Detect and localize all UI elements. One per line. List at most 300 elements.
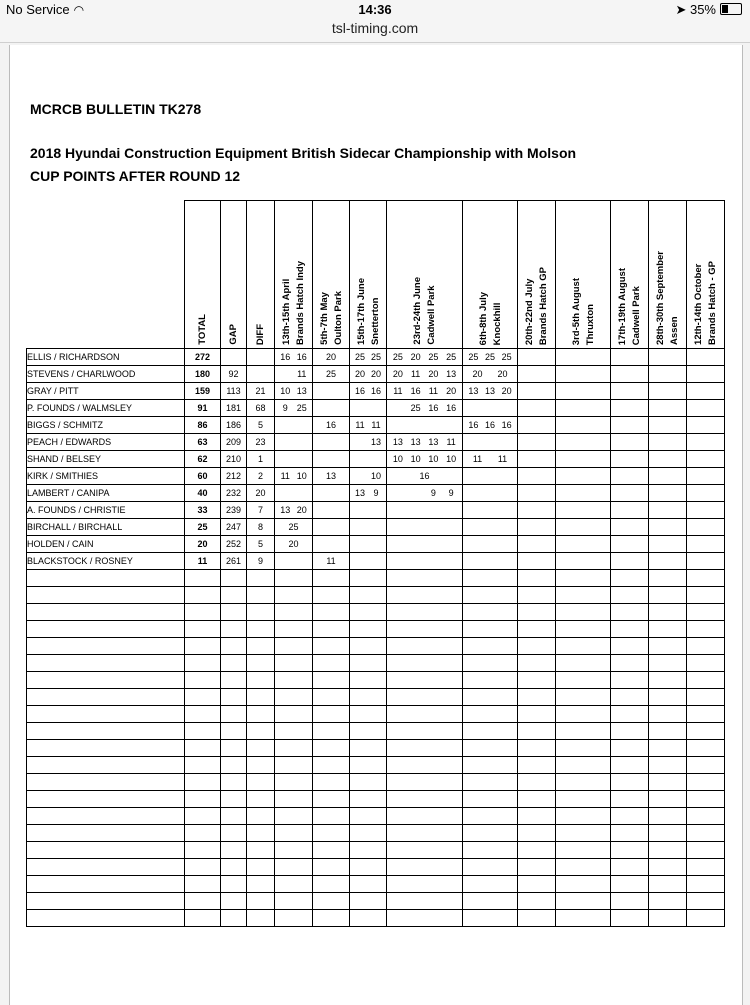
empty-cell [350, 740, 387, 757]
cell-round-2 [313, 451, 350, 468]
empty-cell [221, 621, 247, 638]
empty-cell [611, 859, 649, 876]
cell-round-7 [556, 553, 611, 570]
cell-round-7 [556, 366, 611, 383]
race-points: 10 [410, 454, 421, 464]
empty-cell [687, 655, 725, 672]
empty-cell [463, 910, 518, 927]
cell-round-1 [275, 485, 313, 502]
cell-name: BIRCHALL / BIRCHALL [27, 519, 185, 536]
empty-cell [27, 910, 185, 927]
race-points: 11 [355, 420, 365, 430]
race-points: 13 [410, 437, 421, 447]
header-label: Assen [669, 316, 680, 345]
cell-round-9 [649, 349, 687, 366]
header-label: Brands Hatch Indy [295, 261, 306, 345]
cell-round-7 [556, 349, 611, 366]
empty-cell [247, 825, 275, 842]
address-bar[interactable] [0, 20, 750, 43]
cell-round-3 [350, 434, 387, 451]
empty-cell [387, 791, 463, 808]
empty-cell [611, 604, 649, 621]
empty-cell [687, 876, 725, 893]
header-label: 13th-15th April [281, 278, 292, 345]
cell-round-8 [611, 519, 649, 536]
empty-cell [350, 893, 387, 910]
cell-round-1 [275, 383, 313, 400]
empty-cell [313, 774, 350, 791]
cell-round-2 [313, 366, 350, 383]
cell-total: 25 [185, 519, 221, 536]
cell-round-6 [518, 400, 556, 417]
empty-cell [247, 706, 275, 723]
race-points: 20 [325, 352, 336, 362]
empty-row [27, 893, 725, 910]
empty-cell [611, 587, 649, 604]
empty-cell [463, 689, 518, 706]
race-points: 25 [354, 352, 365, 362]
header-label: 20th-22nd July [524, 278, 535, 345]
empty-cell [387, 808, 463, 825]
empty-cell [463, 740, 518, 757]
empty-cell [313, 570, 350, 587]
cell-round-10 [687, 553, 725, 570]
empty-cell [611, 723, 649, 740]
battery-status: ➤ 35% [675, 2, 742, 18]
empty-cell [687, 638, 725, 655]
empty-cell [649, 808, 687, 825]
empty-cell [313, 808, 350, 825]
empty-cell [556, 604, 611, 621]
empty-cell [221, 876, 247, 893]
empty-cell [275, 638, 313, 655]
empty-cell [275, 808, 313, 825]
cell-round-4 [387, 366, 463, 383]
empty-cell [313, 655, 350, 672]
race-points: 11 [280, 471, 290, 481]
header-round-7 [556, 201, 611, 349]
standings-table [26, 200, 725, 927]
empty-cell [247, 723, 275, 740]
cell-round-2 [313, 417, 350, 434]
race-points: 10 [428, 454, 439, 464]
empty-cell [611, 757, 649, 774]
cell-total: 11 [185, 553, 221, 570]
empty-cell [185, 672, 221, 689]
empty-cell [387, 876, 463, 893]
header-row [27, 201, 725, 349]
empty-cell [649, 689, 687, 706]
empty-row [27, 621, 725, 638]
cell-round-6 [518, 485, 556, 502]
empty-row [27, 689, 725, 706]
cell-round-10 [687, 519, 725, 536]
empty-cell [27, 706, 185, 723]
race-points: 25 [410, 403, 421, 413]
cell-round-2 [313, 434, 350, 451]
empty-cell [185, 876, 221, 893]
cell-total: 272 [185, 349, 221, 366]
empty-cell [185, 893, 221, 910]
cell-gap: 92 [221, 366, 247, 383]
race-points: 25 [370, 352, 381, 362]
cell-round-5 [463, 400, 518, 417]
race-points: 10 [280, 386, 291, 396]
cell-round-10 [687, 468, 725, 485]
empty-cell [463, 638, 518, 655]
empty-cell [221, 570, 247, 587]
empty-cell [27, 604, 185, 621]
header-round-4 [387, 201, 463, 349]
empty-cell [556, 587, 611, 604]
empty-cell [556, 757, 611, 774]
cell-round-5 [463, 434, 518, 451]
header-label: TOTAL [197, 314, 208, 345]
empty-cell [611, 893, 649, 910]
cell-round-2 [313, 485, 350, 502]
empty-cell [556, 723, 611, 740]
empty-cell [687, 893, 725, 910]
race-points [410, 488, 421, 498]
empty-cell [27, 842, 185, 859]
empty-cell [221, 723, 247, 740]
empty-cell [350, 570, 387, 587]
cell-diff [247, 349, 275, 366]
empty-cell [687, 774, 725, 791]
race-points: 13 [392, 437, 403, 447]
cell-name: SHAND / BELSEY [27, 451, 185, 468]
empty-cell [275, 825, 313, 842]
empty-cell [518, 910, 556, 927]
empty-cell [27, 638, 185, 655]
race-points: 25 [296, 403, 307, 413]
status-bar [0, 0, 750, 20]
cell-round-3 [350, 553, 387, 570]
cell-diff: 68 [247, 400, 275, 417]
empty-cell [350, 774, 387, 791]
cell-round-4 [387, 383, 463, 400]
empty-cell [27, 859, 185, 876]
cell-name: KIRK / SMITHIES [27, 468, 185, 485]
cell-name: A. FOUNDS / CHRISTIE [27, 502, 185, 519]
race-points: 16 [468, 420, 479, 430]
cell-round-1 [275, 502, 313, 519]
race-points: 25 [428, 352, 439, 362]
empty-cell [611, 791, 649, 808]
empty-cell [313, 740, 350, 757]
cell-round-8 [611, 485, 649, 502]
empty-cell [221, 893, 247, 910]
empty-cell [27, 893, 185, 910]
empty-cell [649, 825, 687, 842]
table-row [27, 349, 725, 366]
empty-cell [313, 842, 350, 859]
empty-cell [247, 570, 275, 587]
cell-diff: 5 [247, 536, 275, 553]
cell-round-3 [350, 400, 387, 417]
cell-round-2 [313, 349, 350, 366]
table-row [27, 417, 725, 434]
race-points: 11 [497, 454, 508, 464]
empty-cell [313, 672, 350, 689]
empty-cell [687, 859, 725, 876]
cell-diff: 8 [247, 519, 275, 536]
cell-gap: 239 [221, 502, 247, 519]
header-round-9 [649, 201, 687, 349]
header-label: GAP [228, 324, 239, 345]
header-round-5 [463, 201, 518, 349]
empty-cell [275, 621, 313, 638]
empty-cell [463, 876, 518, 893]
empty-cell [275, 791, 313, 808]
table-row [27, 434, 725, 451]
empty-cell [350, 825, 387, 842]
empty-cell [387, 604, 463, 621]
cell-round-8 [611, 468, 649, 485]
empty-cell [649, 893, 687, 910]
empty-cell [350, 791, 387, 808]
empty-cell [518, 723, 556, 740]
cell-total: 159 [185, 383, 221, 400]
empty-cell [275, 689, 313, 706]
empty-cell [556, 893, 611, 910]
empty-cell [649, 570, 687, 587]
cell-round-9 [649, 400, 687, 417]
race-points [355, 471, 366, 481]
empty-cell [275, 570, 313, 587]
cell-round-5 [463, 349, 518, 366]
empty-cell [463, 791, 518, 808]
empty-cell [687, 621, 725, 638]
empty-cell [556, 791, 611, 808]
empty-cell [387, 740, 463, 757]
cell-round-4 [387, 485, 463, 502]
race-points: 20 [354, 369, 365, 379]
empty-cell [275, 910, 313, 927]
empty-cell [687, 910, 725, 927]
empty-cell [247, 808, 275, 825]
cell-round-4 [387, 434, 463, 451]
empty-row [27, 774, 725, 791]
empty-cell [611, 706, 649, 723]
empty-cell [687, 825, 725, 842]
empty-cell [463, 587, 518, 604]
empty-cell [611, 638, 649, 655]
header-label: 5th-7th May [318, 292, 330, 345]
cell-round-1 [275, 553, 313, 570]
empty-cell [221, 859, 247, 876]
empty-cell [387, 893, 463, 910]
empty-cell [247, 655, 275, 672]
empty-cell [556, 808, 611, 825]
cell-gap: 247 [221, 519, 247, 536]
empty-row [27, 859, 725, 876]
empty-cell [518, 672, 556, 689]
empty-row [27, 604, 725, 621]
cell-round-2 [313, 536, 350, 553]
empty-cell [247, 876, 275, 893]
cell-round-1 [275, 349, 313, 366]
empty-cell [185, 842, 221, 859]
empty-cell [313, 876, 350, 893]
race-points: 10 [446, 454, 457, 464]
cell-round-10 [687, 485, 725, 502]
race-points: 13 [325, 471, 336, 481]
empty-cell [687, 587, 725, 604]
empty-cell [687, 723, 725, 740]
cell-round-5 [463, 383, 518, 400]
race-points: 13 [354, 488, 365, 498]
battery-icon [720, 3, 742, 15]
empty-cell [611, 910, 649, 927]
empty-cell [387, 638, 463, 655]
empty-row [27, 655, 725, 672]
cell-round-4 [387, 468, 463, 485]
empty-cell [185, 808, 221, 825]
table-row [27, 451, 725, 468]
cell-diff: 1 [247, 451, 275, 468]
cell-round-7 [556, 417, 611, 434]
cell-round-5 [463, 553, 518, 570]
empty-cell [313, 825, 350, 842]
race-points [355, 437, 366, 447]
cell-total: 40 [185, 485, 221, 502]
empty-cell [221, 706, 247, 723]
empty-cell [518, 774, 556, 791]
empty-cell [518, 808, 556, 825]
empty-cell [649, 876, 687, 893]
empty-cell [387, 723, 463, 740]
cell-total: 91 [185, 400, 221, 417]
empty-cell [556, 842, 611, 859]
race-points: 25 [501, 352, 512, 362]
race-points: 20 [392, 369, 403, 379]
header-label: Cadwell Park [426, 285, 437, 345]
cell-round-4 [387, 536, 463, 553]
empty-cell [247, 859, 275, 876]
header-label: 15th-17th June [355, 277, 367, 345]
empty-cell [556, 876, 611, 893]
cell-name: GRAY / PITT [27, 383, 185, 400]
cell-name: P. FOUNDS / WALMSLEY [27, 400, 185, 417]
race-points: 20 [410, 352, 421, 362]
race-points: 20 [497, 369, 508, 379]
race-points: 11 [297, 369, 307, 379]
cell-round-2 [313, 553, 350, 570]
cell-total: 20 [185, 536, 221, 553]
race-points [392, 403, 403, 413]
url-text[interactable]: tsl-timing.com [331, 20, 419, 36]
cell-round-5 [463, 519, 518, 536]
cell-round-7 [556, 536, 611, 553]
empty-cell [518, 706, 556, 723]
cell-round-3 [350, 451, 387, 468]
empty-cell [275, 587, 313, 604]
empty-cell [556, 672, 611, 689]
empty-cell [518, 638, 556, 655]
race-points: 16 [410, 386, 421, 396]
cell-total: 63 [185, 434, 221, 451]
cell-round-6 [518, 553, 556, 570]
race-points: 11 [428, 386, 439, 396]
empty-row [27, 706, 725, 723]
header-label: 12th-14th October [693, 263, 704, 345]
empty-cell [649, 587, 687, 604]
empty-cell [247, 638, 275, 655]
empty-cell [185, 740, 221, 757]
empty-cell [463, 604, 518, 621]
cell-total: 33 [185, 502, 221, 519]
cell-round-8 [611, 383, 649, 400]
cell-round-4 [387, 451, 463, 468]
header-label: Brands Hatch GP [538, 266, 549, 345]
empty-cell [275, 655, 313, 672]
race-points: 20 [501, 386, 512, 396]
race-points: 10 [370, 471, 381, 481]
header-round-6 [518, 201, 556, 349]
empty-cell [313, 587, 350, 604]
empty-cell [611, 672, 649, 689]
cell-round-7 [556, 519, 611, 536]
cell-round-4 [387, 349, 463, 366]
empty-cell [350, 876, 387, 893]
empty-cell [221, 774, 247, 791]
empty-cell [649, 655, 687, 672]
header-round-2 [313, 201, 350, 349]
empty-cell [247, 621, 275, 638]
empty-cell [350, 689, 387, 706]
empty-cell [463, 893, 518, 910]
empty-cell [221, 842, 247, 859]
empty-cell [687, 689, 725, 706]
empty-cell [463, 723, 518, 740]
empty-row [27, 587, 725, 604]
cell-round-9 [649, 417, 687, 434]
empty-cell [275, 876, 313, 893]
race-points: 25 [392, 352, 403, 362]
cell-round-9 [649, 502, 687, 519]
empty-cell [649, 723, 687, 740]
cell-round-10 [687, 366, 725, 383]
cell-round-9 [649, 468, 687, 485]
empty-cell [247, 757, 275, 774]
empty-cell [387, 655, 463, 672]
empty-cell [556, 689, 611, 706]
empty-cell [247, 842, 275, 859]
cell-round-1 [275, 468, 313, 485]
cell-gap: 209 [221, 434, 247, 451]
empty-cell [275, 774, 313, 791]
empty-cell [463, 672, 518, 689]
cell-round-9 [649, 451, 687, 468]
race-points: 11 [446, 437, 456, 447]
empty-cell [518, 655, 556, 672]
empty-cell [611, 774, 649, 791]
empty-cell [313, 859, 350, 876]
empty-cell [275, 604, 313, 621]
cell-round-6 [518, 468, 556, 485]
empty-cell [518, 740, 556, 757]
cell-round-9 [649, 366, 687, 383]
empty-row [27, 876, 725, 893]
empty-cell [556, 774, 611, 791]
cell-round-9 [649, 434, 687, 451]
empty-cell [611, 876, 649, 893]
cell-diff: 5 [247, 417, 275, 434]
race-points: 20 [446, 386, 457, 396]
empty-cell [275, 757, 313, 774]
empty-cell [518, 689, 556, 706]
